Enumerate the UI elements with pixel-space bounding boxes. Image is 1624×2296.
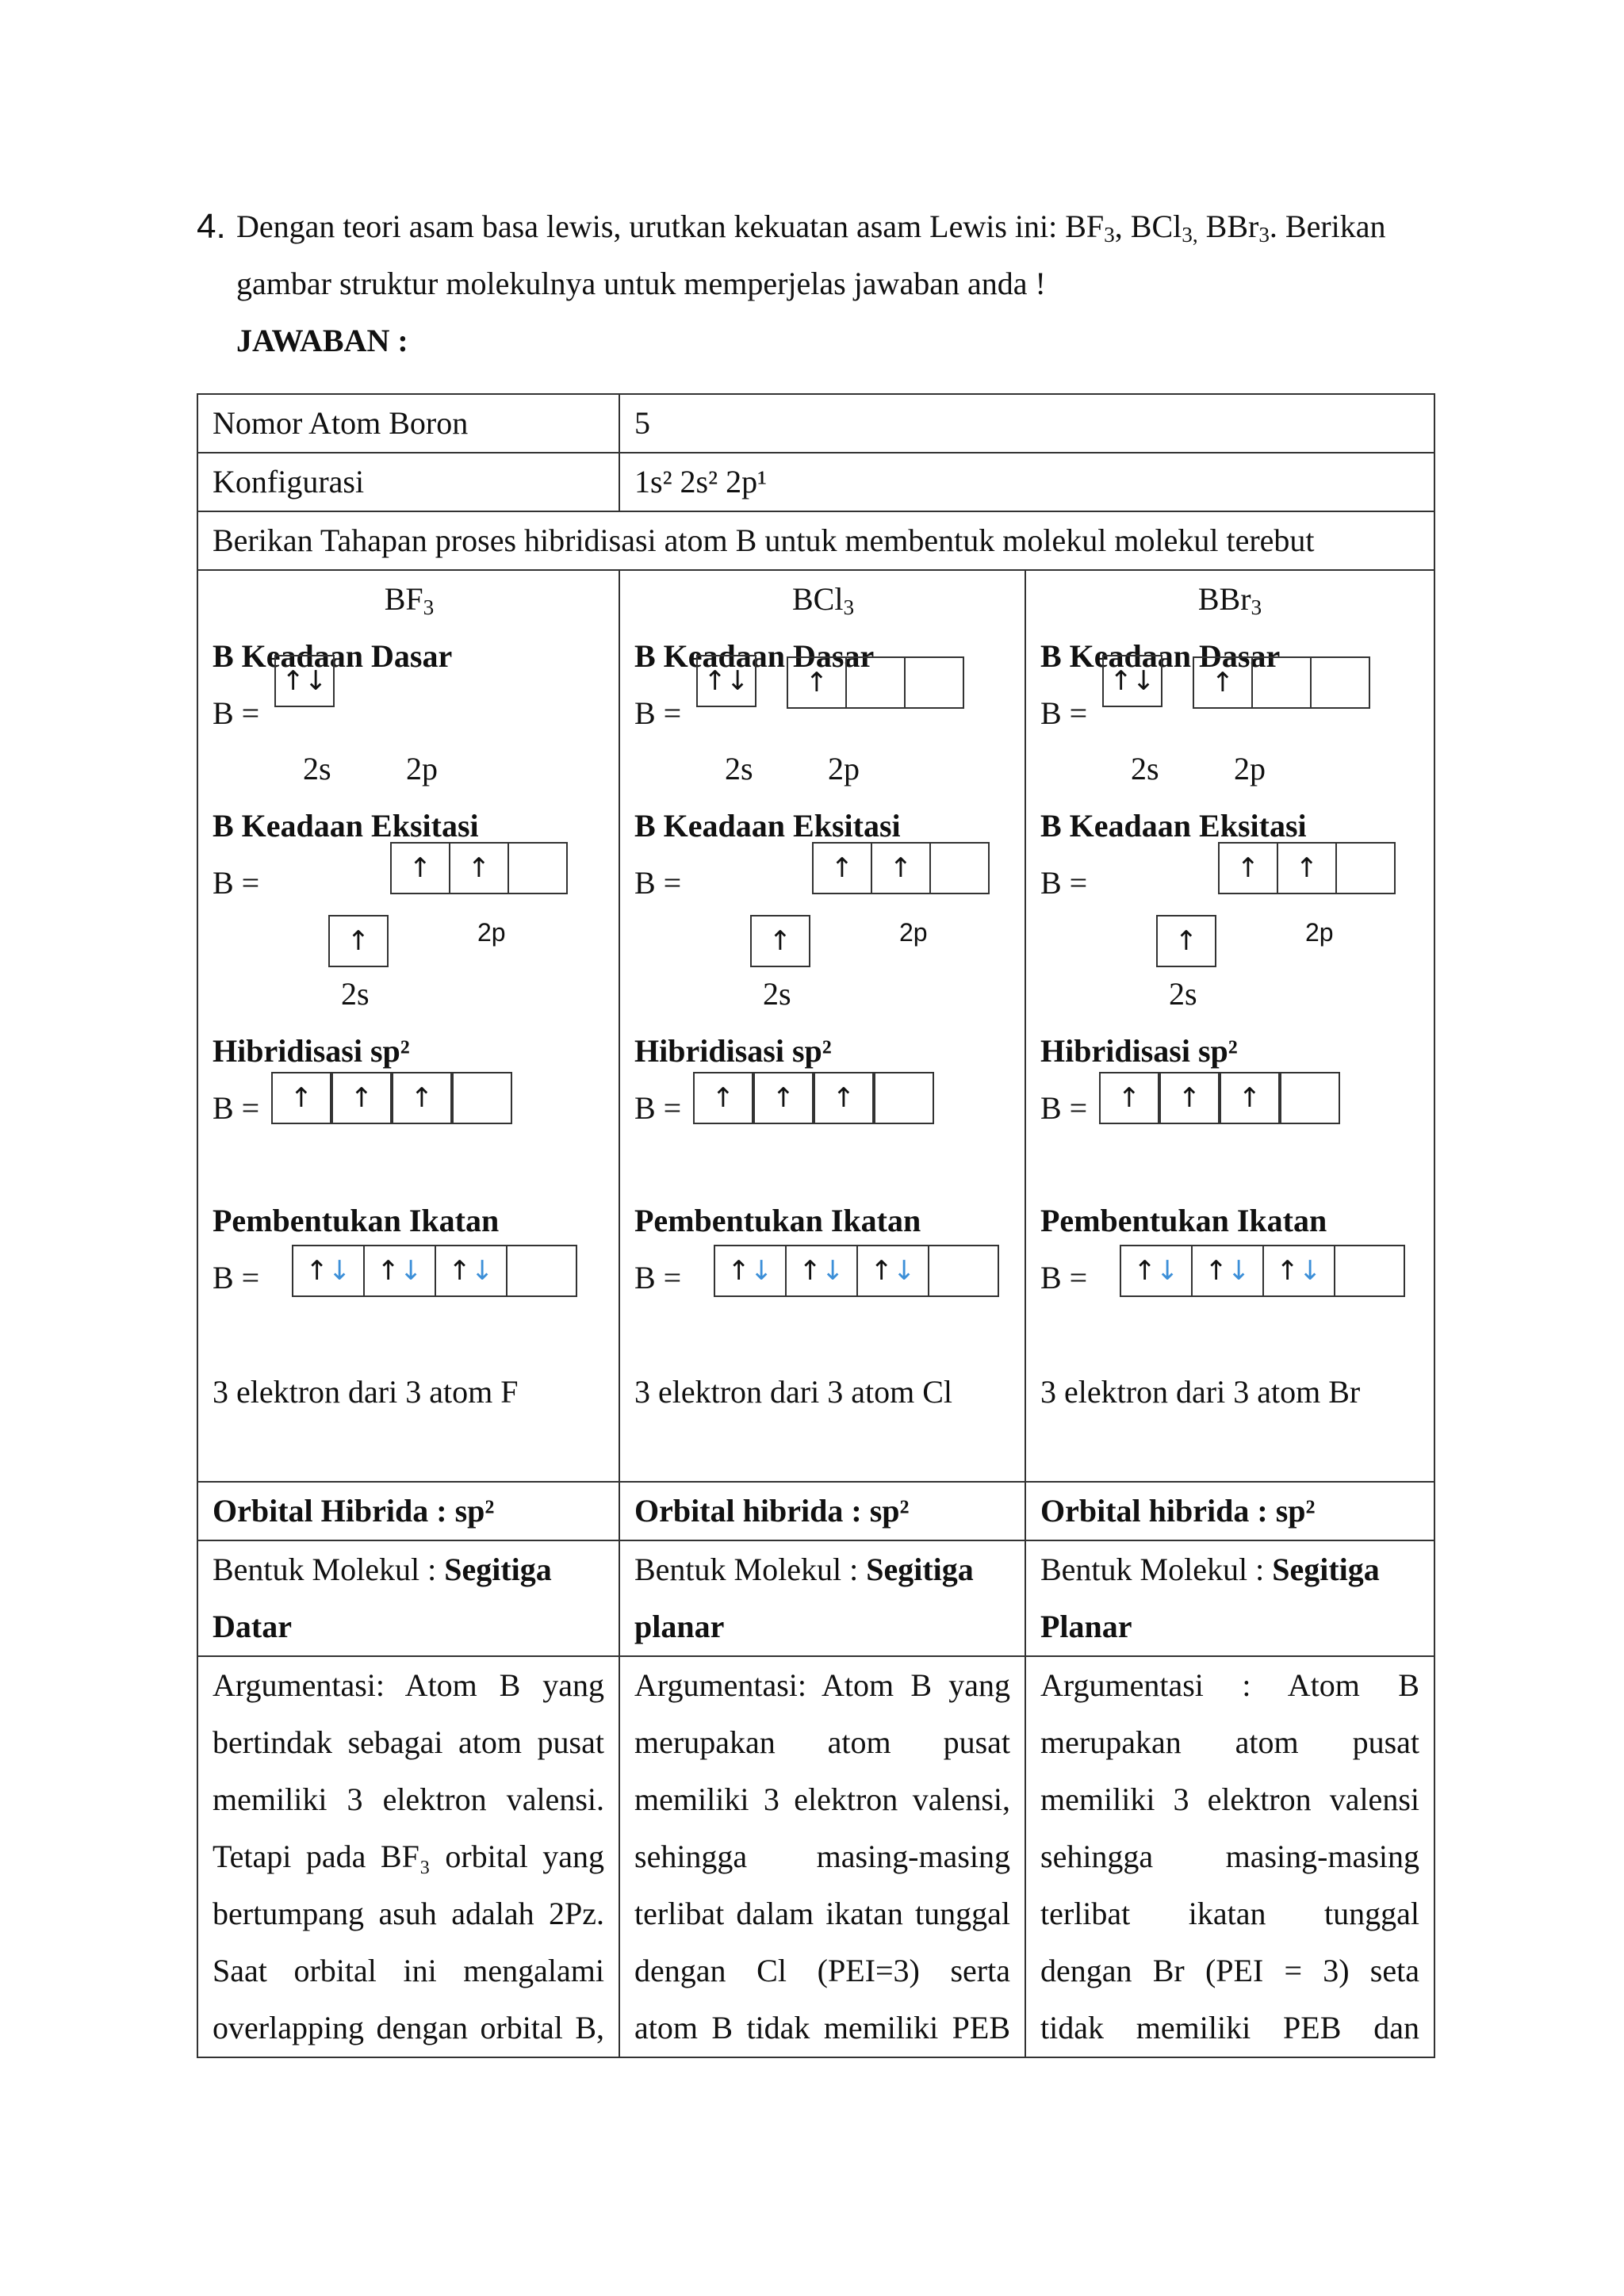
hibridisasi-box3-bf3: ↑ — [392, 1072, 452, 1124]
ikatan-box4-bcl3 — [928, 1245, 999, 1297]
ikatan-box3-bbr3: ↑↓ — [1262, 1245, 1335, 1297]
row-bentuk-molekul — [198, 1540, 1434, 1655]
hibridisasi-box1-bbr3: ↑ — [1099, 1072, 1159, 1124]
row-tahapan — [198, 511, 1434, 569]
molecule-header-bbr3: BBr$_3$ — [1197, 581, 1262, 619]
hibridisasi-label-bf3: Hibridisasi sp² — [213, 1033, 410, 1069]
orbital-hibrida-bbr3: Orbital hibrida : sp² — [1040, 1493, 1316, 1529]
dasar-2p-box3-bbr3 — [1310, 656, 1370, 709]
dasar-label-bbr3: B Keadaan Dasar — [1040, 638, 1281, 674]
dasar-2p-box2-bcl3 — [845, 656, 906, 709]
argumentasi-line: terlibat ikatan tunggal — [1040, 1896, 1419, 1931]
row-konfigurasi — [198, 452, 1434, 511]
ikatan-electrons-bbr3: 3 elektron dari 3 atom Br — [1040, 1374, 1361, 1410]
nomor-atom-label: Nomor Atom Boron — [198, 395, 620, 452]
ikatan-box2-bf3: ↑↓ — [363, 1245, 436, 1297]
dasar-2s-label-bf3: 2s — [303, 751, 331, 786]
dasar-label-bf3: B Keadaan Dasar — [213, 638, 453, 674]
eksitasi-2p-box3-bbr3 — [1335, 842, 1396, 894]
eksitasi-label-bcl3: B Keadaan Eksitasi — [634, 808, 901, 844]
question-line-1: Dengan teori asam basa lewis, urutkan kekuatan asam Lewis ini: $BF_3$, BCl$_{3,}$ BBr$_3$. Berikan — [236, 209, 1386, 247]
argumentasi-line: sehingga masing-masing — [634, 1839, 1010, 1874]
dasar-2s-box-bcl3: ↑↓ — [696, 655, 756, 707]
ikatan-b-eq-bbr3: B = — [1040, 1260, 1088, 1295]
orbital-hibrida-bf3: Orbital Hibrida : sp² — [198, 1483, 620, 1540]
eksitasi-2p-box1-bcl3: ↑ — [812, 842, 872, 894]
argumentasi-bcl3 — [620, 1657, 1026, 2057]
eksitasi-b-eq-bcl3: B = — [634, 865, 682, 901]
eksitasi-2p-box1-bf3: ↑ — [390, 842, 450, 894]
eksitasi-2s-box-bf3: ↑ — [328, 915, 389, 967]
hibridisasi-box2-bcl3: ↑ — [753, 1072, 814, 1124]
hibridisasi-label-bcl3: Hibridisasi sp² — [634, 1033, 832, 1069]
konfigurasi-value: 1s² 2s² 2p¹ — [634, 464, 768, 499]
dasar-2p-label-bbr3: 2p — [1234, 751, 1266, 786]
ikatan-box3-bf3: ↑↓ — [435, 1245, 508, 1297]
eksitasi-2s-label-bf3: 2s — [341, 976, 370, 1012]
row-hibridisasi — [198, 569, 1434, 1481]
argumentasi-line: sehingga masing-masing — [1040, 1839, 1419, 1874]
argumentasi-line: tidak memiliki PEB dan — [1040, 2010, 1419, 2045]
ikatan-box2-bbr3: ↑↓ — [1191, 1245, 1264, 1297]
ikatan-box2-bcl3: ↑↓ — [785, 1245, 858, 1297]
ikatan-box1-bbr3: ↑↓ — [1120, 1245, 1193, 1297]
hibridisasi-b-eq-bf3: B = — [213, 1090, 260, 1126]
ikatan-label-bf3: Pembentukan Ikatan — [213, 1203, 500, 1238]
dasar-b-eq-bbr3: B = — [1040, 695, 1088, 731]
bentuk-molekul-bbr3: Bentuk Molekul : Segitiga Planar — [1040, 1552, 1380, 1644]
hibridisasi-box4-bcl3 — [874, 1072, 934, 1124]
eksitasi-b-eq-bf3: B = — [213, 865, 260, 901]
konfigurasi-label: Konfigurasi — [198, 453, 620, 511]
dasar-2p-label-bcl3: 2p — [828, 751, 860, 786]
eksitasi-2p-box3-bf3 — [508, 842, 568, 894]
row-argumentasi — [198, 1655, 1434, 2057]
ikatan-box1-bcl3: ↑↓ — [714, 1245, 787, 1297]
eksitasi-2p-box1-bbr3: ↑ — [1218, 842, 1278, 894]
eksitasi-2s-box-bbr3: ↑ — [1156, 915, 1216, 967]
ikatan-b-eq-bf3: B = — [213, 1260, 260, 1295]
answer-table — [197, 393, 1435, 2058]
hibridisasi-col-bf3 — [198, 571, 620, 1481]
argumentasi-bbr3 — [1026, 1657, 1434, 2057]
bentuk-molekul-bf3: Bentuk Molekul : Segitiga Datar — [198, 1541, 620, 1655]
eksitasi-2p-box3-bcl3 — [929, 842, 990, 894]
hibridisasi-b-eq-bcl3: B = — [634, 1090, 682, 1126]
hibridisasi-box2-bf3: ↑ — [331, 1072, 392, 1124]
eksitasi-2p-label-bf3: 2p — [477, 918, 506, 947]
argumentasi-line: Argumentasi: Atom B yang — [634, 1667, 1010, 1703]
question-block — [197, 198, 1434, 369]
question-line-2: gambar struktur molekulnya untuk memperjelas jawaban anda ! — [236, 266, 1046, 301]
dasar-2p-box3-bcl3 — [904, 656, 964, 709]
argumentasi-line: Argumentasi: Atom B yang — [213, 1667, 604, 1703]
dasar-2s-box-bbr3: ↑↓ — [1102, 655, 1162, 707]
hibridisasi-box1-bf3: ↑ — [271, 1072, 331, 1124]
ikatan-box4-bf3 — [506, 1245, 577, 1297]
dasar-label-bcl3: B Keadaan Dasar — [634, 638, 875, 674]
row-nomor-atom — [198, 395, 1434, 452]
eksitasi-2p-box2-bf3: ↑ — [449, 842, 509, 894]
hibridisasi-box2-bbr3: ↑ — [1159, 1072, 1220, 1124]
nomor-atom-value: 5 — [634, 405, 650, 441]
molecule-header-bf3: $BF_3$ — [384, 581, 435, 619]
argumentasi-line: Tetapi pada BF₃ orbital yang — [213, 1839, 604, 1874]
hibridisasi-box4-bbr3 — [1280, 1072, 1340, 1124]
eksitasi-2s-label-bbr3: 2s — [1169, 976, 1197, 1012]
hibridisasi-col-bbr3 — [1026, 571, 1434, 1481]
argumentasi-line: memiliki 3 elektron valensi — [1040, 1781, 1419, 1817]
orbital-hibrida-bcl3: Orbital hibrida : sp² — [620, 1483, 1026, 1540]
argumentasi-line: bertumpang asuh adalah 2Pz. — [213, 1896, 604, 1931]
hibridisasi-box3-bcl3: ↑ — [814, 1072, 874, 1124]
ikatan-electrons-bcl3: 3 elektron dari 3 atom Cl — [634, 1374, 953, 1410]
tahapan-text: Berikan Tahapan proses hibridisasi atom B untuk membentuk molekul molekul terebut — [213, 522, 1315, 558]
hibridisasi-b-eq-bbr3: B = — [1040, 1090, 1088, 1126]
bentuk-molekul-bcl3: Bentuk Molekul : Segitiga planar — [620, 1541, 1026, 1655]
eksitasi-2p-box2-bcl3: ↑ — [871, 842, 931, 894]
eksitasi-2s-box-bcl3: ↑ — [750, 915, 810, 967]
dasar-2p-label-bf3: 2p — [406, 751, 438, 786]
argumentasi-bf3 — [198, 1657, 620, 2057]
dasar-2p-box1-bcl3: ↑ — [787, 656, 847, 709]
hibridisasi-box4-bf3 — [452, 1072, 512, 1124]
dasar-2p-box2-bbr3 — [1251, 656, 1312, 709]
question-number: 4. — [197, 207, 226, 246]
eksitasi-2p-label-bcl3: 2p — [899, 918, 928, 947]
eksitasi-2p-label-bbr3: 2p — [1305, 918, 1334, 947]
ikatan-b-eq-bcl3: B = — [634, 1260, 682, 1295]
argumentasi-line: Saat orbital ini mengalami — [213, 1953, 604, 1988]
argumentasi-line: terlibat dalam ikatan tunggal — [634, 1896, 1010, 1931]
hibridisasi-label-bbr3: Hibridisasi sp² — [1040, 1033, 1238, 1069]
argumentasi-line: dengan Br (PEI = 3) seta — [1040, 1953, 1419, 1988]
hibridisasi-box1-bcl3: ↑ — [693, 1072, 753, 1124]
argumentasi-line: dengan Cl (PEI=3) serta — [634, 1953, 1010, 1988]
argumentasi-line: memiliki 3 elektron valensi. — [213, 1781, 604, 1817]
argumentasi-line: Argumentasi : Atom B — [1040, 1667, 1419, 1703]
ikatan-label-bcl3: Pembentukan Ikatan — [634, 1203, 921, 1238]
eksitasi-b-eq-bbr3: B = — [1040, 865, 1088, 901]
dasar-2p-box1-bbr3: ↑ — [1193, 656, 1253, 709]
dasar-2s-label-bbr3: 2s — [1131, 751, 1159, 786]
dasar-2s-box-bf3: ↑↓ — [274, 655, 335, 707]
hibridisasi-col-bcl3 — [620, 571, 1026, 1481]
ikatan-box3-bcl3: ↑↓ — [856, 1245, 929, 1297]
argumentasi-line: merupakan atom pusat — [634, 1724, 1010, 1760]
ikatan-label-bbr3: Pembentukan Ikatan — [1040, 1203, 1327, 1238]
ikatan-box4-bbr3 — [1334, 1245, 1405, 1297]
ikatan-electrons-bf3: 3 elektron dari 3 atom F — [213, 1374, 519, 1410]
argumentasi-line: merupakan atom pusat — [1040, 1724, 1419, 1760]
eksitasi-label-bf3: B Keadaan Eksitasi — [213, 808, 479, 844]
eksitasi-2p-box2-bbr3: ↑ — [1277, 842, 1337, 894]
argumentasi-line: overlapping dengan orbital B, — [213, 2010, 604, 2045]
argumentasi-line: bertindak sebagai atom pusat — [213, 1724, 604, 1760]
row-orbital-hibrida — [198, 1481, 1434, 1540]
hibridisasi-box3-bbr3: ↑ — [1220, 1072, 1280, 1124]
dasar-2s-label-bcl3: 2s — [725, 751, 753, 786]
molecule-header-bcl3: BCl$_3$ — [791, 581, 855, 619]
dasar-b-eq-bf3: B = — [213, 695, 260, 731]
dasar-b-eq-bcl3: B = — [634, 695, 682, 731]
answer-label: JAWABAN : — [236, 323, 408, 358]
eksitasi-label-bbr3: B Keadaan Eksitasi — [1040, 808, 1307, 844]
argumentasi-line: memiliki 3 elektron valensi, — [634, 1781, 1010, 1817]
argumentasi-line: atom B tidak memiliki PEB — [634, 2010, 1010, 2045]
eksitasi-2s-label-bcl3: 2s — [763, 976, 791, 1012]
ikatan-box1-bf3: ↑↓ — [292, 1245, 365, 1297]
